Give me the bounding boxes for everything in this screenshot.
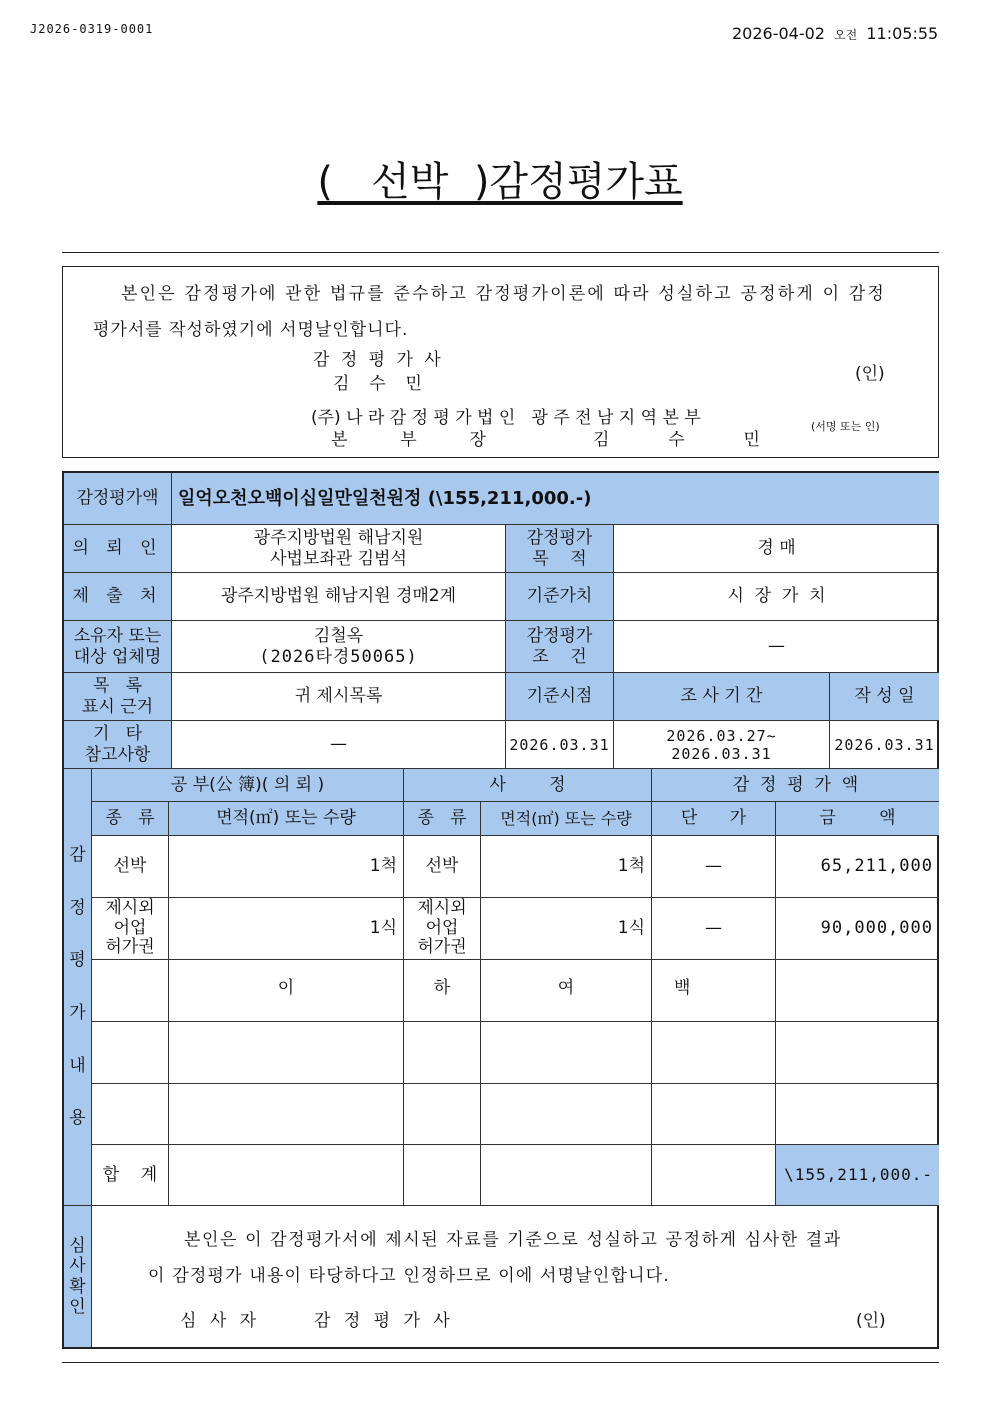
row1-kind-fact: 선박 — [404, 836, 481, 898]
print-time: 11:05:55 — [866, 24, 939, 43]
side-char: 용 — [69, 1108, 86, 1129]
client-value-line-2: 사법보좌관 김범석 — [270, 548, 407, 569]
list-value: 귀 제시목록 — [172, 673, 506, 721]
reviewer-title: 감 정 평 가 사 — [314, 1311, 454, 1331]
survey-value — [614, 721, 830, 769]
review-side-label — [64, 1206, 92, 1347]
col-header-kind: 종 류 — [92, 802, 169, 836]
reviewer-seal: (인) — [856, 1311, 886, 1331]
total-label: 합 계 — [92, 1145, 169, 1206]
row2-kind-fact: 제시외 어업 허가권 — [404, 898, 481, 960]
row2-kind: 제시외 어업 허가권 — [92, 898, 169, 960]
col-header-kind-fact: 종 류 — [404, 802, 481, 836]
row2-qty-fact: 1식 — [481, 898, 652, 960]
bottom-divider — [62, 1362, 939, 1363]
survey-value-line-2: 2026.03.31 — [671, 744, 772, 763]
empty-cell — [481, 1145, 652, 1206]
print-ampm: 오전 — [834, 28, 858, 42]
print-timestamp — [732, 24, 938, 43]
empty-cell — [776, 1084, 939, 1145]
empty-cell — [169, 1084, 404, 1145]
empty-cell — [481, 1022, 652, 1084]
survey-value-line-1: 2026.03.27~ — [666, 726, 777, 745]
review-char: 인 — [69, 1296, 86, 1317]
owner-value-line-2: (2026타경50065) — [259, 646, 418, 667]
document-number: J2026-0319-0001 — [30, 22, 154, 36]
corporation-name: (주) 나 라 감 정 평 가 법 인 광 주 전 남 지 역 본 부 — [311, 408, 701, 428]
col-header-area-fact: 면적(㎡) 또는 수량 — [481, 802, 652, 836]
row1-qty-fact: 1척 — [481, 836, 652, 898]
empty-cell — [92, 1084, 169, 1145]
group-header-fact: 사 정 — [404, 769, 652, 802]
other-label — [64, 721, 172, 769]
purpose-value: 경 매 — [614, 525, 939, 573]
blank-word-1: 이 — [169, 960, 404, 1022]
other-label-line-1: 기 타 — [92, 724, 143, 745]
base-date-value: 2026.03.31 — [506, 721, 614, 769]
page-title: ( 선박 )감정평가표 — [317, 159, 683, 205]
empty-cell — [404, 1022, 481, 1084]
empty-cell — [169, 1022, 404, 1084]
side-char: 평 — [69, 950, 86, 971]
purpose-label-line-2: 목 적 — [532, 548, 587, 569]
sign-note: (서명 또는 인) — [811, 420, 880, 433]
row2-unit-price: — — [652, 898, 776, 960]
review-char: 심 — [69, 1235, 86, 1256]
amount-value: 일억오천오백이십일만일천원정 (\155,211,000.-) — [172, 473, 939, 525]
owner-label — [64, 621, 172, 673]
purpose-label — [506, 525, 614, 573]
side-char: 내 — [69, 1055, 86, 1076]
basis-value: 시 장 가 치 — [614, 573, 939, 621]
other-value: — — [172, 721, 506, 769]
declaration-line-2: 평가서를 작성하였기에 서명날인합니다. — [93, 320, 409, 340]
submit-label: 제 출 처 — [64, 573, 172, 621]
other-label-line-2: 참고사항 — [84, 744, 151, 765]
row1-kind: 선박 — [92, 836, 169, 898]
reviewer-label: 심 사 자 — [180, 1311, 261, 1331]
group-header-eval: 감 정 평 가 액 — [652, 769, 939, 802]
appraisal-table — [62, 471, 939, 1349]
empty-cell — [404, 1145, 481, 1206]
head-name: 김 수 민 — [593, 430, 776, 450]
side-char: 가 — [69, 1003, 86, 1024]
survey-label: 조 사 기 간 — [614, 673, 830, 721]
purpose-label-line-1: 감정평가 — [526, 528, 593, 549]
appraiser-seal: (인) — [855, 364, 885, 384]
list-label-line-2: 표시 근거 — [81, 696, 154, 717]
review-char: 확 — [69, 1276, 86, 1297]
empty-cell — [776, 1022, 939, 1084]
top-divider — [62, 252, 939, 253]
col-header-amount: 금 액 — [776, 802, 939, 836]
row2-amount: 90,000,000 — [776, 898, 939, 960]
client-value — [172, 525, 506, 573]
empty-cell — [652, 1084, 776, 1145]
owner-value-line-1: 김철옥 — [313, 626, 364, 647]
review-line-2: 이 감정평가 내용이 타당하다고 인정하므로 이에 서명날인합니다. — [148, 1266, 671, 1286]
empty-cell — [652, 1022, 776, 1084]
client-value-line-1: 광주지방법원 해남지원 — [253, 528, 424, 549]
owner-label-line-2: 대상 업체명 — [73, 646, 162, 667]
head-title: 본 부 장 — [331, 430, 500, 450]
declaration-line-1: 본인은 감정평가에 관한 법규를 준수하고 감정평가이론에 따라 성실하고 공정하게 이 감정 — [121, 284, 887, 304]
condition-label-line-1: 감정평가 — [526, 626, 593, 647]
appraiser-name: 김 수 민 — [333, 374, 425, 394]
row3-kind — [92, 960, 169, 1022]
row2-qty: 1식 — [169, 898, 404, 960]
client-label: 의 뢰 인 — [64, 525, 172, 573]
row1-amount: 65,211,000 — [776, 836, 939, 898]
row1-qty: 1척 — [169, 836, 404, 898]
row1-unit-price: — — [652, 836, 776, 898]
empty-cell — [481, 1084, 652, 1145]
review-line-1: 본인은 이 감정평가서에 제시된 자료를 기준으로 성실하고 공정하게 심사한 결과 — [184, 1230, 842, 1250]
list-label-line-1: 목 록 — [92, 676, 143, 697]
group-header-public: 공 부(公 簿)( 의 뢰 ) — [92, 769, 404, 802]
owner-value — [172, 621, 506, 673]
empty-cell — [92, 1022, 169, 1084]
col-header-unit-price: 단 가 — [652, 802, 776, 836]
condition-value: — — [614, 621, 939, 673]
side-char: 감 — [69, 845, 86, 866]
owner-label-line-1: 소유자 또는 — [73, 626, 162, 647]
amount-label: 감정평가액 — [64, 473, 172, 525]
condition-label-line-2: 조 건 — [532, 646, 587, 667]
empty-cell — [652, 1145, 776, 1206]
empty-cell — [169, 1145, 404, 1206]
row3-amount — [776, 960, 939, 1022]
submit-value: 광주지방법원 해남지원 경매2계 — [172, 573, 506, 621]
made-date-value: 2026.03.31 — [830, 721, 939, 769]
section-side-label — [64, 769, 92, 1206]
list-label — [64, 673, 172, 721]
print-date: 2026-04-02 — [732, 24, 825, 43]
blank-word-4: 백 — [652, 960, 776, 1022]
basis-value-label: 기준가치 — [506, 573, 614, 621]
appraiser-title: 감 정 평 가 사 — [313, 350, 444, 370]
condition-label — [506, 621, 614, 673]
made-label: 작 성 일 — [830, 673, 939, 721]
side-char: 정 — [69, 897, 86, 918]
review-char: 사 — [69, 1256, 86, 1277]
empty-cell — [404, 1084, 481, 1145]
blank-word-2: 하 — [404, 960, 481, 1022]
col-header-area: 면적(㎡) 또는 수량 — [169, 802, 404, 836]
blank-word-3: 여 — [481, 960, 652, 1022]
declaration-box — [62, 266, 939, 458]
total-value: \155,211,000.- — [776, 1145, 939, 1206]
base-date-label: 기준시점 — [506, 673, 614, 721]
